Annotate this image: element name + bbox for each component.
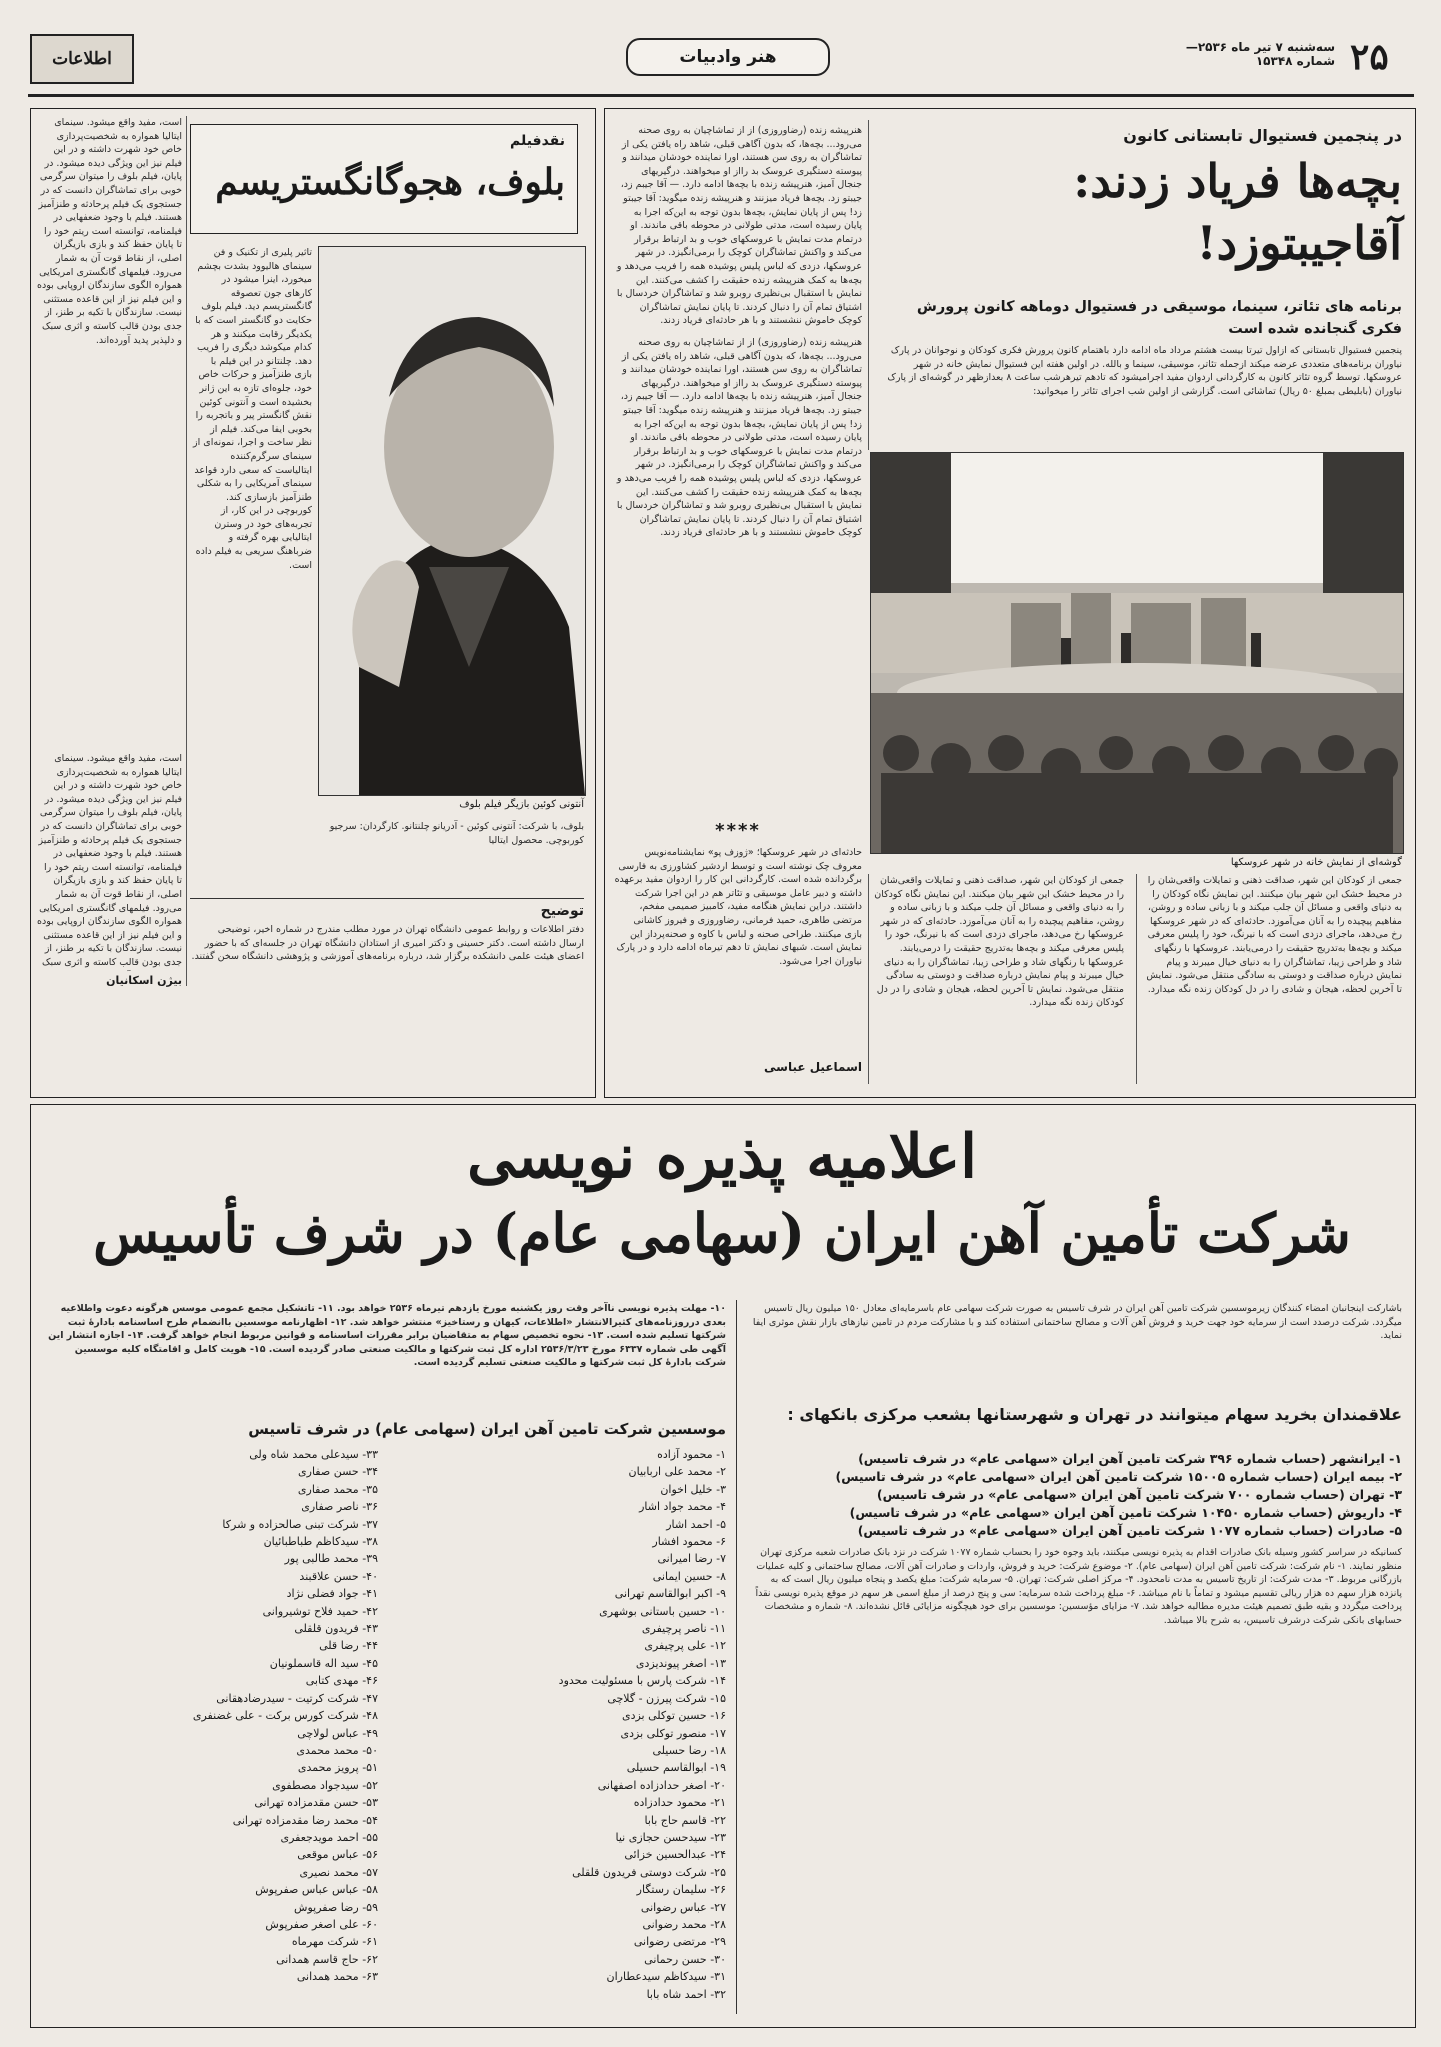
- founder-item: ۵۸- عباس عباس صفرپوش: [255, 1883, 378, 1897]
- founder-item: ۲۵- شرکت دوستی فریدون قلقلی: [572, 1865, 726, 1879]
- ad-column-divider: [736, 1300, 737, 2014]
- festival-body-col-a-cont: هنرپیشه زنده (رضاوروزی) از از تماشاچیان به روی صحنه می‌رود... بچه‌ها، که بدون آگاهی قبلی، شاهد راه یافتن یکی از تماشاگران به روی سن هستند، اورا نماینده خودشان میدانند و پیوسته دستگیری عروسک بد رااز او میخواهند. درگیریهای جنجال آمیز، هنر‌پیشه زنده با بچه‌ها ادامه دارد. — آقا جیبم زد، جیبتو زد. بچه‌ها فریاد میزنند و هنرپیشه زنده میگوید: آقا جیبتو زد! پس از پایان نمایش، بچه‌ها بدون توجه به این‌که اجرا به پایان رسیده است، مدتی طولانی در محوطه باقی ماندند. او درتمام مدت نمایش با عروسکهای خوب و بد ارتباط برقرار می‌کند و واکنش تماشاگران کوچک را برمی‌انگیزد. در شهر عروسکها، دزدی که لباس پلیس پوشیده همه را فریب می‌دهد و بچه‌ها به کمک هنرپیشه زنده حقیقت را کشف می‌کنند. این نمایش با استقبال بی‌نظیری روبرو شد و تماشاگران خردسال با اشتیاق تمام آن را دنبال کردند. تا پایان نمایش تماشاگران کوچک خاموش ننشستند و با هر حادثه‌ای فریاد زدند.: [616, 337, 862, 539]
- bank-item: ۲- بیمه ایران (حساب شماره ۱۵۰۰۵ شرکت تامین آهن ایران «سهامی عام» در شرف تاسیس): [835, 1469, 1402, 1484]
- founder-item: ۳۰- حسن رحمانی: [644, 1952, 726, 1966]
- column-divider: [868, 120, 869, 450]
- notice-box: [190, 898, 584, 1015]
- founder-item: ۲۸- محمد رضوانی: [642, 1917, 726, 1931]
- founder-item: ۳۵- محمد صفاری: [297, 1482, 378, 1496]
- founder-item: ۲۱- محمود حدادزاده: [633, 1796, 726, 1810]
- founder-item: ۲۰- اصغر حدادزاده اصفهانی: [597, 1778, 726, 1792]
- founder-item: ۱۰- حسین باستانی بوشهری: [599, 1604, 726, 1618]
- theater-photo-caption: گوشه‌ای از نمایش خانه در شهر عروسکها: [1230, 857, 1402, 868]
- founder-item: ۳- خلیل اخوان: [660, 1482, 726, 1496]
- festival-body-col-a: هنرپیشه زنده (رضاوروزی) از از تماشاچیان به روی صحنه می‌رود... بچه‌ها، که بدون آگاهی قبلی، شاهد راه یافتن یکی از تماشاگران به روی سن هستند، اورا نماینده خودشان میدانند و پیوسته دستگیری عروسک بد رااز او میخواهند. درگیریهای جنجال آمیز، هنر‌پیشه زنده با بچه‌ها ادامه دارد. — آقا جیبم زد، جیبتو زد. بچه‌ها فریاد میزنند و هنرپیشه زنده میگوید: آقا جیبتو زد! پس از پایان نمایش، بچه‌ها بدون توجه به این‌که اجرا به پایان رسیده است، مدتی طولانی در محوطه باقی ماندند. او درتمام مدت نمایش با عروسکهای خوب و بد ارتباط برقرار می‌کند و واکنش تماشاگران کوچک را برمی‌انگیزد. در شهر عروسکها، دزدی که لباس پلیس پوشیده همه را فریب می‌دهد و بچه‌ها به کمک هنرپیشه زنده حقیقت را کشف می‌کنند. این نمایش با استقبال بی‌نظیری روبرو شد و تماشاگران خردسال با اشتیاق تمام آن را دنبال کردند. تا پایان نمایش تماشاگران کوچک خاموش ننشستند و با هر حادثه‌ای فریاد زدند.: [616, 125, 862, 327]
- founder-item: ۲۷- عباس رضوانی: [640, 1900, 726, 1914]
- founder-item: ۳۶- ناصر صفاری: [301, 1500, 378, 1514]
- founder-item: ۵۱- پرویز محمدی: [297, 1761, 378, 1775]
- founder-item: ۳۴- حسن صفاری: [298, 1465, 378, 1479]
- founder-item: ۳۳- سیدعلی محمد شاه ولی: [249, 1448, 378, 1461]
- founder-item: ۴۵- سید اله قاسملونیان: [269, 1656, 378, 1670]
- festival-intro: پنجمین فستیوال تابستانی که ازاول تیرتا بیست هشتم مرداد ماه ادامه دارد باهتمام کانون پرورش فکری کودکان و نوجوانان در پارک نیاوران برنامه‌های متعددی عرضه میکند ازجمله تئاتر، موسیقی، سینما و بالله. در اولین هفته این فستیوال نمایش خانه در شهر عروسکها. توسط گروه تئاتر کانون به کارگردانی اردوان مفید اجرامیشود که تادهم تیرهرشب ساعت ۸ بعدازظهر در گوشه‌ای از پارک نیاوران (بابلیطی بمبلغ ۵۰ ریال) تماشائی است. گزارشی از اولین شب اجرای تئاتر را میخوانید:: [887, 345, 1402, 397]
- festival-byline: اسماعیل عباسی: [764, 1060, 862, 1074]
- founder-item: ۱۸- رضا حسیلی: [652, 1743, 726, 1757]
- actor-portrait-photo: [318, 246, 586, 796]
- film-section-label: نقدفیلم: [510, 133, 565, 149]
- founder-item: ۴۰- حسن علاقبند: [299, 1569, 378, 1583]
- founder-item: ۷- رضا امیرانی: [657, 1552, 726, 1566]
- ad-banks-heading: علاقمندان بخرید سهام میتوانند در تهران و شهرستانها بشعب مرکزی بانکهای :: [787, 1405, 1402, 1424]
- film-body-col-b-cont: است، مفید واقع میشود. سینمای ایتالیا همواره به شخصیت‌پردازی خاص خود شهرت داشته و در این فیلم نیز این ویژگی دیده میشود. در پایان، فیلم بلوف را میتوان سرگرمی خوبی برای تماشاگران دانست که در جستجوی یک فیلم پرحادثه و طنزآمیز هستند. فیلم با وجود ضعفهایی در فیلمنامه، توانسته است ریتم خود را تا پایان حفظ کند و بازی بازیگران اصلی، از نقاط قوت آن به شمار می‌رود. فیلمهای گانگستری امریکایی همواره الگوی سازندگان اروپایی بوده و این فیلم نیز از این قاعده مستثنی نیست. سازندگان با تکیه بر طنز، از جدی بودن قالب کاسته و اثری سبک: [37, 753, 182, 968]
- founders-list-1: [390, 1446, 726, 2003]
- ad-title: اعلامیه پذیره نویسی: [467, 1122, 977, 1192]
- founder-item: ۵- احمد اشار: [666, 1517, 726, 1531]
- founder-item: ۵۰- محمد محمدی: [296, 1743, 378, 1757]
- founder-item: ۶- محمود افشار: [652, 1535, 726, 1549]
- notice-title: توضیح: [540, 903, 584, 919]
- founder-item: ۱۵- شرکت پیرزن - گلاچی: [607, 1691, 726, 1705]
- section-title: هنر وادبیات: [679, 47, 777, 67]
- founder-item: ۳۲- احمد شاه بابا: [646, 1987, 726, 2001]
- founder-item: ۱- محمود آزاده: [657, 1448, 726, 1461]
- film-headline: بلوف، هجوگانگستریسم: [215, 161, 565, 203]
- founders-list-2: [42, 1446, 378, 1986]
- founder-item: ۱۶- حسین توکلی بزدی: [621, 1709, 726, 1723]
- founder-item: ۳۹- محمد طالبی پور: [284, 1552, 378, 1566]
- founder-item: ۱۱- ناصر پرچیفری: [641, 1622, 726, 1636]
- founder-item: ۵۳- حسن مقدمزاده تهرانی: [254, 1796, 378, 1810]
- notice-body: دفتر اطلاعات و روابط عمومی دانشگاه تهران در مورد مطلب مندرج در شماره اخیر، توضیحی ارسال داشته است. دکتر حسینی و دکتر امیری از استادان دانشگاه تهران در جلسه‌ای که با حضور اعضای هیئت علمی دانشکده برگزار شد، درباره برنامه‌های آموزشی و پژوهشی دانشگاه سخن گفتند.: [191, 924, 584, 963]
- founder-item: ۵۶- عباس موقعی: [297, 1848, 378, 1862]
- founder-item: ۶۱- شرکت مهرماه: [291, 1935, 378, 1949]
- festival-body-col-c2: جمعی از کودکان این شهر، صداقت ذهنی و تمایلات واقعی‌شان را در محیط خشک این شهر بیان میکنند. این نمایش نگاه کودکان را به دنیای واقعی و مسائل آن جلب میکند و با زبانی ساده و روشن، مفاهیم پیچیده را به آنان می‌آموزد. حادثه‌ای که در شهر عروسکها رخ می‌دهد، ماجرای دزدی است که با نیرنگ، خود را پلیس معرفی میکند و بچه‌ها به‌تدریج حقیقت را درمی‌یابند. عروسکها با رنگهای شاد و طراحی زیبا، تماشاگران را به دنیای خیال میبرند و پیام نمایش درباره صداقت و دوستی به سادگی منتقل می‌شود. نمایش تا آخرین لحظه، هیجان و شادی را در دل کودکان زنده نگه میدارد.: [1146, 875, 1402, 995]
- founder-item: ۸- حسین ایمانی: [652, 1569, 726, 1583]
- ad-banks-list: [748, 1450, 1402, 1540]
- actor-portrait-illustration: [319, 247, 585, 795]
- founder-item: ۶۳- محمد همدانی: [296, 1970, 378, 1984]
- founder-item: ۳۷- شرکت تبنی صالحزاده و شرکا: [222, 1517, 378, 1531]
- founder-item: ۱۲- علی پرچیفری: [644, 1639, 726, 1653]
- founder-item: ۳۸- سیدکاظم طباطبائیان: [263, 1535, 378, 1549]
- founder-item: ۲۹- مرتضی رضوانی: [633, 1935, 726, 1949]
- header-rule: [28, 94, 1414, 97]
- founder-item: ۴۷- شرکت کرتیت - سیدرضادهقانی: [216, 1691, 378, 1705]
- founder-item: ۱۹- ابوالقاسم حسیلی: [626, 1761, 726, 1775]
- founder-item: ۵۷- محمد نصیری: [299, 1865, 378, 1879]
- festival-body-col-b: حادثه‌ای در شهر عروسکها؛ «ژوزف پو» نمایشنامه‌نویس معروف چک نوشته است و توسط اردشیر کشاورزی به فارسی برگردانده شده است. کارگردانی این کار را اردوان مفید برعهده داشته و دبیر عامل موسیقی و تئاتر هم در این اجرا شرکت داشتند. دراین نمایش هنگامه مفید، کامبیز صمیمی مفخم، مرتضی طاهری، حمید فرمانی، رضاوروزی و فیروز کاشانی بازی میکنند. طراحی صحنه و لباس با کاوه و صحنه‌پرداز این نمایش است. شبهای نمایش تا دهم تیرماه ادامه دارد و در پارک نیاوران اجرا می‌شود.: [614, 847, 862, 967]
- founder-item: ۱۷- منصور توکلی بزدی: [620, 1726, 726, 1740]
- ad-terms: کسانیکه در سراسر کشور وسیله بانک صادرات اقدام به پذیره نویسی میکنند، باید وجوه خود را بحساب شماره ۱۰۷۷ شرکت در نزد بانک صادرات شعبه مرکزی تهران منظور نمایند. ۱- نام شرکت: شرکت تامین آهن ایران (سهامی عام). ۲- موضوع شرکت: خرید و فروش، واردات و صادرات آهن آلات، مصالح ساختمانی و کلیه عملیات بازرگانی مربوط. ۳- مدت شرکت: از تاریخ تاسیس به مدت نامحدود. ۴- مرکز اصلی شرکت: تهران. ۵- سرمایه شرکت: مبلغ یکصد و پنجاه میلیون ریال است که به پانزده هزار سهم ده هزار ریالی تقسیم میشود و تماماً با نام میباشد. ۶- مبلغ پرداخت شده سرمایه: سی و پنج درصد از مبلغ اسمی هر سهم در موقع پذیره نویسی نقداً پرداخت میگردد و بقیه طبق تصمیم هیئت مدیره مطالبه خواهد شد. ۷- مزایای مؤسسین: موسسین برای خود هیچگونه مزایائی قائل نشده‌اند. ۸- شماره و مشخصات حسابهای بانکی شرکت درشرف تاسیس، به شرح بالا میباشد.: [755, 1547, 1402, 1626]
- column-divider: [1136, 874, 1137, 1084]
- film-body-col-a: تاثیر پلیری از تکنیک و فن سینمای هالیوود بشدت بچشم میخورد، اینرا میشود در کارهای جون تعصوقه گانگستریسم دید. فیلم بلوف حکایت دو گانگستر است که با یکدیگر رقابت میکنند و هر کدام میکوشد دیگری را فریب دهد. چلنتانو در این فیلم با بازی طنزآمیز و حرکات خاص خود، جلوه‌ای تازه به این ژانر بخشیده است و آنتونی کوئین نقش گانگستر پیر و باتجربه را بخوبی ایفا می‌کند. فیلم از نظر ساخت و اجرا، نمونه‌ای از سینمای سرگرم‌کننده ایتالیاست که سعی دارد قواعد سینمای آمریکایی را به شکلی طنزآمیز بازسازی کند. کوربوچی در این کار، از تجربه‌های خود در وسترن ایتالیایی بهره گرفته و ضرباهنگ سریعی به فیلم داده است.: [193, 247, 312, 571]
- ad-conditions: ۱۰- مهلت پذیره نویسی ناآخر وقت روز یکشنبه مورخ یازدهم تیرماه ۲۵۳۶ خواهد بود. ۱۱- تاتشکیل مجمع عمومی موسس هرگونه دعوت واطلاعیه بعدی درروزنامه‌های کثیرالانتشار «اطلاعات، کیهان و رستاخیز» منتشر خواهد شد. ۱۲- اظهارنامه موسسین باانضمام طرح اساسنامه بادارهٔ ثبت شرکتها تسلیم شده است. ۱۳- نحوه تخصیص سهام به متقاضیان برابر مقررات اساسنامه و قوانین مربوط انجام خواهد گرفت. ۱۴- اجازه انتشار این آگهی طی شماره ۶۳۳۷ مورخ ۲۵۳۶/۳/۲۳ اداره کل ثبت شرکتها و مالکیت صنعتی صادر گردیده است. ۱۵- هویت کامل و اقامتگاه کلیه موسسین شرکت بادارهٔ کل ثبت شرکتها و مالکیت صنعتی تسلیم گردیده است.: [48, 1303, 726, 1369]
- film-credits: بلوف، با شرکت: آنتونی کوئین - آدریانو چلنتانو. کارگردان: سرجیو کوربوچی. محصول ایتالیا: [329, 821, 584, 846]
- section-stars: ****: [715, 820, 761, 841]
- festival-kicker: در پنجمین فستیوال تابستانی کانون: [1123, 126, 1402, 145]
- founder-item: ۲۴- عبدالحسین خزائی: [624, 1848, 726, 1862]
- bank-item: ۵- صادرات (حساب شماره ۱۰۷۷ شرکت تامین آهن ایران «سهامی عام» در شرف تاسیس): [857, 1523, 1402, 1538]
- founder-item: ۳۱- سیدکاظم سیدعطاران: [606, 1970, 726, 1984]
- ad-intro: باشارکت اینجانبان امضاء کنندگان زیرموسسین شرکت تامین آهن ایران در شرف تاسیس به صورت شرکت سهامی عام باسرمایه‌ای معادل ۱۵۰ میلیون ریال تاسیس میگردد. شرکت درصدد است از سرمایه خود جهت خرید و فروش آهن آلات و مصالح ساختمانی استفاده کند و با مشارکت مردم در تامین نیازهای بازار نقش موثری ایفا نماید.: [752, 1303, 1402, 1342]
- founder-item: ۴۶- مهدی کتابی: [305, 1674, 378, 1688]
- founder-item: ۵۲- سیدجواد مصطفوی: [272, 1778, 378, 1792]
- founder-item: ۵۹- رضا صفرپوش: [294, 1900, 378, 1914]
- film-byline: بیژن اسکانیان: [106, 974, 182, 987]
- film-body-col-b: است، مفید واقع میشود. سینمای ایتالیا همواره به شخصیت‌پردازی خاص خود شهرت داشته و در این فیلم نیز این ویژگی دیده میشود. در پایان، فیلم بلوف را میتوان سرگرمی خوبی برای تماشاگران دانست که در جستجوی یک فیلم پرحادثه و طنزآمیز هستند. فیلم با وجود ضعفهایی در فیلمنامه، توانسته است ریتم خود را تا پایان حفظ کند و بازی بازیگران اصلی، از نقاط قوت آن به شمار می‌رود. فیلمهای گانگستری امریکایی همواره الگوی سازندگان اروپایی بوده و این فیلم نیز از این قاعده مستثنی نیست. سازندگان با تکیه بر طنز، از جدی بودن قالب کاسته و اثری سبک و دلپذیر پدید آورده‌اند.: [37, 117, 182, 346]
- newspaper-logo: اطلاعات: [30, 34, 134, 84]
- founder-item: ۴۱- جواد فضلی نژاد: [286, 1587, 378, 1601]
- ad-subtitle: شرکت تأمین آهن ایران (سهامی عام) در شرف تأسیس: [93, 1201, 1351, 1265]
- founder-item: ۶۰- علی اصغر صفرپوش: [265, 1917, 378, 1931]
- actor-photo-caption: آنتونی کوئین بازیگر فیلم بلوف: [459, 799, 584, 810]
- theater-photo: [870, 452, 1404, 854]
- founder-item: ۹- اکبر ابوالقاسم تهرانی: [614, 1587, 726, 1601]
- column-divider: [868, 874, 869, 1084]
- founder-item: ۴۲- حمید فلاح توشیروانی: [262, 1604, 378, 1618]
- founder-item: ۲۲- قاسم حاج بابا: [644, 1813, 726, 1827]
- bank-item: ۴- داریوش (حساب شماره ۱۰۴۵۰ شرکت تامین آهن ایران «سهامی عام» در شرف تاسیس): [849, 1505, 1402, 1520]
- column-divider: [186, 116, 187, 986]
- founder-item: ۴۴- رضا قلی: [319, 1639, 378, 1653]
- bank-item: ۱- ایرانشهر (حساب شماره ۳۹۶ شرکت تامین آهن ایران «سهامی عام» در شرف تاسیس): [858, 1451, 1402, 1466]
- theater-stage-illustration: [871, 453, 1403, 853]
- founder-item: ۵۴- محمد رضا مقدمزاده تهرانی: [232, 1813, 378, 1827]
- film-headline-box: [190, 124, 578, 234]
- founder-item: ۴- محمد جواد اشار: [639, 1500, 726, 1514]
- founder-item: ۶۲- حاج قاسم همدانی: [276, 1952, 378, 1966]
- founder-item: ۱۳- اصغر پیوندیزدی: [635, 1656, 726, 1670]
- founder-item: ۵۵- احمد مویدجعفری: [280, 1830, 378, 1844]
- festival-subheadline: برنامه های تئاتر، سینما، موسیقی در فستیوال دوماهه کانون پرورش فکری گنجانده شده است: [916, 299, 1402, 337]
- section-title-box: [626, 38, 830, 76]
- founder-item: ۴۳- فریدون قلقلی: [294, 1622, 378, 1636]
- founder-item: ۲- محمد علی اربابیان: [628, 1465, 726, 1479]
- founder-item: ۴۹- عباس لولاچی: [297, 1726, 378, 1740]
- festival-body-col-c1: جمعی از کودکان این شهر، صداقت ذهنی و تمایلات واقعی‌شان را در محیط خشک این شهر بیان میکنند. این نمایش نگاه کودکان را به دنیای واقعی و مسائل آن جلب میکند و با زبانی ساده و روشن، مفاهیم پیچیده را به آنان می‌آموزد. حادثه‌ای که در شهر عروسکها رخ می‌دهد، ماجرای دزدی است که با نیرنگ، خود را پلیس معرفی میکند و بچه‌ها به‌تدریج حقیقت را درمی‌یابند. عروسکها با رنگهای شاد و طراحی زیبا، تماشاگران را به دنیای خیال میبرند و پیام نمایش درباره صداقت و دوستی به سادگی منتقل می‌شود. نمایش تا آخرین لحظه، هیجان و شادی را در دل کودکان زنده نگه میدارد.: [874, 875, 1124, 1009]
- festival-headline: بچه‌ها فریاد زدند: آقاجیبتوزد!: [1073, 154, 1402, 270]
- bank-item: ۳- تهران (حساب شماره ۷۰۰ شرکت تامین آهن ایران «سهامی عام» در شرف تاسیس): [876, 1487, 1402, 1502]
- issue-date: سه‌شنبه ۷ تیر ماه ۲۵۳۶— شماره ۱۵۳۴۸: [1185, 40, 1335, 68]
- founders-heading: موسسین شرکت تامین آهن ایران (سهامی عام) در شرف تاسیس: [248, 1420, 726, 1438]
- founder-item: ۴۸- شرکت کورس برکت - علی غضنفری: [192, 1709, 378, 1723]
- founder-item: ۲۶- سلیمان رستگار: [636, 1883, 726, 1897]
- founder-item: ۱۴- شرکت پارس با مسئولیت محدود: [558, 1674, 726, 1688]
- founder-item: ۲۳- سیدحسن حجازی نیا: [615, 1830, 726, 1844]
- page-number: ۲۵: [1350, 36, 1389, 78]
